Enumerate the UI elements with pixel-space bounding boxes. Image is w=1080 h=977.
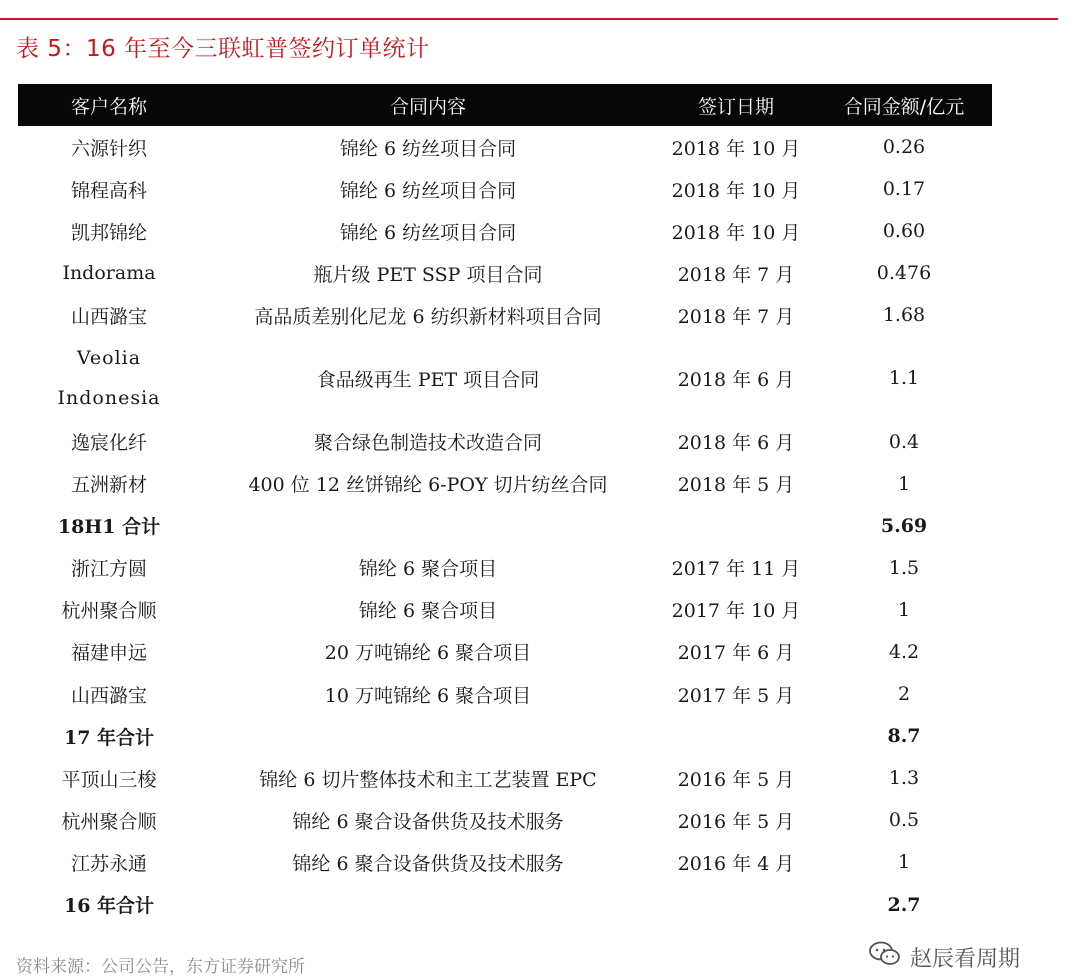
amount-cell: 1.68: [882, 304, 926, 327]
subtotal-amount: 8.7: [887, 725, 921, 748]
subtotal-row: [18, 715, 992, 757]
date-cell: 2018 年 7 月: [677, 305, 795, 328]
column-header-date: 签订日期: [697, 95, 774, 118]
content-cell: 高品质差别化尼龙 6 纺织新材料项目合同: [254, 305, 602, 328]
table-row: [18, 168, 992, 210]
amount-cell: 0.5: [888, 809, 920, 832]
table-row: [18, 463, 992, 505]
date-cell: 2018 年 6 月: [677, 432, 795, 455]
client-cell: [18, 347, 200, 409]
table-row: [18, 589, 992, 631]
content-cell: 10 万吨锦纶 6 聚合项目: [324, 684, 532, 707]
client-cell: 平顶山三梭: [61, 768, 157, 791]
amount-cell: 0.476: [876, 262, 932, 285]
content-cell: 锦纶 6 聚合项目: [358, 600, 498, 623]
client-line-2: Indonesia: [57, 387, 161, 410]
client-cell: 福建申远: [70, 642, 147, 665]
content-cell: 瓶片级 PET SSP 项目合同: [313, 263, 543, 286]
subtotal-label: 16 年合计: [63, 895, 155, 918]
table-row: [18, 799, 992, 841]
amount-cell: 4.2: [888, 640, 920, 663]
client-cell: 凯邦锦纶: [70, 221, 147, 244]
amount-cell: 1: [897, 851, 911, 874]
table-row: [18, 841, 992, 883]
date-cell: 2017 年 5 月: [677, 684, 795, 707]
subtotal-label: 18H1 合计: [57, 516, 161, 539]
content-cell: 锦纶 6 纺丝项目合同: [339, 137, 517, 160]
date-cell: 2016 年 4 月: [677, 852, 795, 875]
date-cell: 2018 年 10 月: [671, 137, 801, 160]
content-cell: 聚合绿色制造技术改造合同: [313, 432, 542, 455]
client-cell: 逸宸化纤: [70, 432, 147, 455]
client-cell: 五洲新材: [70, 474, 147, 497]
column-header-amount: 合同金额/亿元: [843, 95, 965, 118]
table-row: [18, 252, 992, 294]
amount-cell: 1.1: [888, 367, 920, 390]
column-header-content: 合同内容: [389, 95, 466, 118]
amount-cell: 2: [897, 683, 911, 706]
top-rule: [0, 18, 1058, 20]
table-row: [18, 631, 992, 673]
table-row: [18, 126, 992, 168]
table-title: 表 5：16 年至今三联虹普签约订单统计: [16, 36, 430, 62]
subtotal-label: 17 年合计: [63, 726, 155, 749]
client-cell: Indorama: [62, 262, 156, 285]
content-cell: 锦纶 6 纺丝项目合同: [339, 179, 517, 202]
table-row: [18, 673, 992, 715]
orders-table: [18, 84, 992, 926]
amount-cell: 0.60: [882, 220, 926, 243]
subtotal-amount: 5.69: [880, 514, 928, 537]
content-cell: 400 位 12 丝饼锦纶 6-POY 切片纺丝合同: [248, 474, 608, 497]
date-cell: 2018 年 10 月: [671, 179, 801, 202]
date-cell: 2017 年 10 月: [671, 600, 801, 623]
content-cell: 食品级再生 PET 项目合同: [316, 368, 540, 391]
subtotal-row: [18, 505, 992, 547]
client-cell: 锦程高科: [70, 179, 147, 202]
client-cell: 山西潞宝: [70, 684, 147, 707]
amount-cell: 1.3: [888, 767, 920, 790]
content-cell: 锦纶 6 切片整体技术和主工艺装置 EPC: [259, 768, 597, 791]
content-cell: 锦纶 6 聚合项目: [358, 558, 498, 581]
table-header-row: [18, 84, 992, 126]
amount-cell: 0.17: [882, 178, 926, 201]
column-header-client: 客户名称: [70, 95, 147, 118]
amount-cell: 1.5: [888, 556, 920, 579]
amount-cell: 0.26: [882, 136, 926, 159]
table-row: [18, 294, 992, 336]
date-cell: 2017 年 6 月: [677, 642, 795, 665]
client-cell: 浙江方圆: [70, 558, 147, 581]
client-cell: 杭州聚合顺: [61, 600, 157, 623]
date-cell: 2017 年 11 月: [671, 558, 801, 581]
client-cell: 杭州聚合顺: [61, 810, 157, 833]
client-line-1: Veolia: [76, 347, 142, 370]
table-row: [18, 420, 992, 462]
date-cell: 2018 年 7 月: [677, 263, 795, 286]
date-cell: 2016 年 5 月: [677, 810, 795, 833]
source-note: 资料来源：公司公告，东方证券研究所: [16, 957, 305, 977]
content-cell: 锦纶 6 聚合设备供货及技术服务: [292, 852, 564, 875]
content-cell: 锦纶 6 聚合设备供货及技术服务: [292, 810, 564, 833]
date-cell: 2018 年 10 月: [671, 221, 801, 244]
client-cell: 江苏永通: [70, 852, 147, 875]
table-row: [18, 210, 992, 252]
table-row: [18, 547, 992, 589]
date-cell: 2016 年 5 月: [677, 768, 795, 791]
amount-cell: 0.4: [888, 430, 920, 453]
date-cell: 2018 年 6 月: [677, 368, 795, 391]
client-cell: 六源针织: [70, 137, 147, 160]
table-row: [18, 757, 992, 799]
content-cell: 锦纶 6 纺丝项目合同: [339, 221, 517, 244]
client-cell: 山西潞宝: [70, 305, 147, 328]
subtotal-row: [18, 884, 992, 926]
table-row: [18, 336, 992, 420]
watermark-text: 赵辰看周期: [910, 946, 1021, 972]
amount-cell: 1: [897, 598, 911, 621]
subtotal-amount: 2.7: [887, 893, 921, 916]
amount-cell: 1: [897, 472, 911, 495]
date-cell: 2018 年 5 月: [677, 474, 795, 497]
content-cell: 20 万吨锦纶 6 聚合项目: [324, 642, 532, 665]
